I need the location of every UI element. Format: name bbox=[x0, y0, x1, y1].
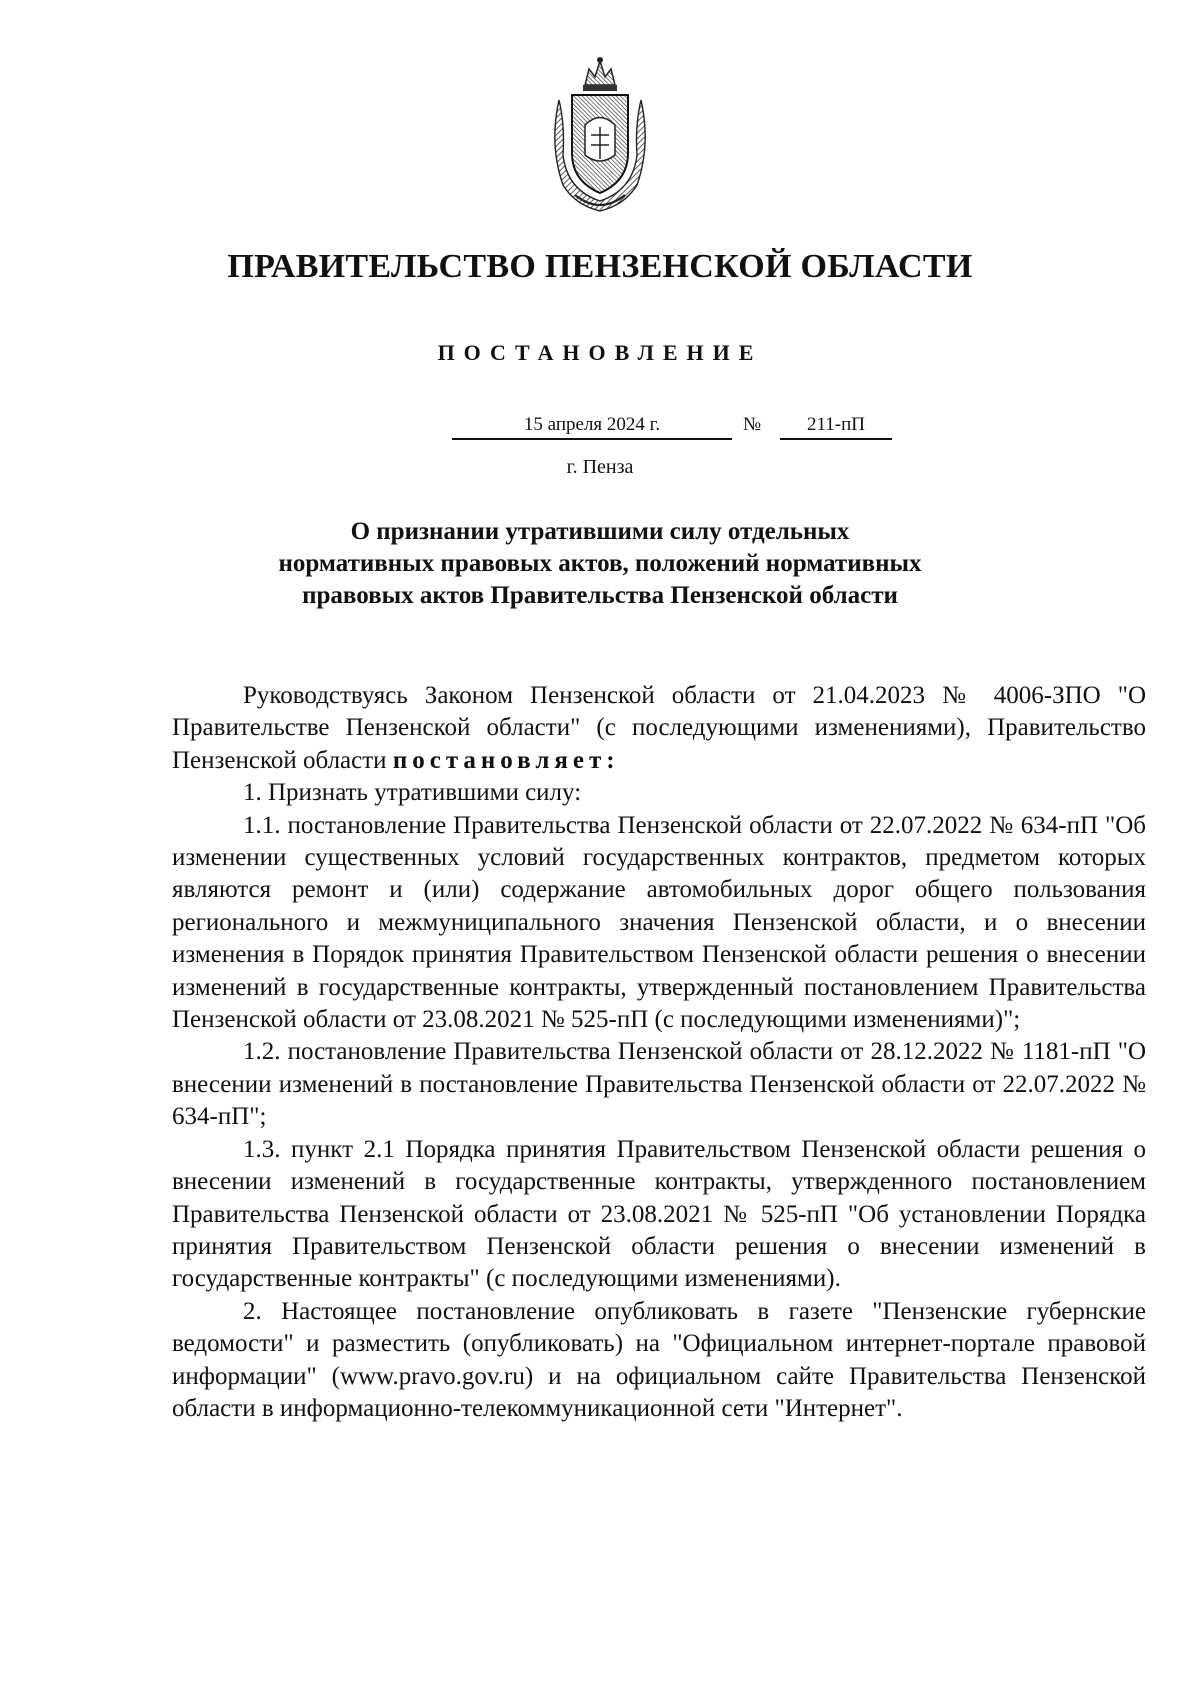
heading-line: правовых актов Правительства Пензенской области bbox=[302, 582, 898, 609]
organization-title: ПРАВИТЕЛЬСТВО ПЕНЗЕНСКОЙ ОБЛАСТИ bbox=[227, 248, 973, 285]
item-1-1-paragraph: 1.1. постановление Правительства Пензенской области от 22.07.2022 № 634-пП "Об изменении существенных условий государственных контрактов, предметом которых являются ремонт и (или) содержание автомобильных дорог общего пользования регионального и межмуниципального значения Пензенской области, и о внесении изменения в Порядок принятия Правительством Пензенской области решения о внесении изменений в государственные контракты, утвержденный постановлением Правительства Пензенской области от 23.08.2021 № 525-пП (с последующими изменениями)"; bbox=[172, 811, 1146, 1034]
heading-line: нормативных правовых актов, положений нормативных bbox=[278, 550, 922, 577]
document-heading bbox=[0, 516, 1200, 612]
document-city: г. Пенза bbox=[566, 456, 634, 478]
item-2-paragraph: 2. Настоящее постановление опубликовать в газете "Пензенские губернские ведомости" и разместить (опубликовать) на "Официальном интернет-портале правовой информации" (www.pravo.gov.ru) и на официальном сайте Правительства Пензенской области в информационно-телекоммуникационной сети "Интернет". bbox=[172, 1297, 1146, 1422]
date-number-row bbox=[0, 414, 1200, 444]
number-sign: № bbox=[743, 414, 762, 435]
preamble-text: Руководствуясь Законом Пензенской области от 21.04.2023 № 4006-ЗПО "О Правительстве Пензенской области" (с последующими изменениями), Правительство Пензенской области bbox=[172, 682, 1146, 774]
preamble-action: постановляет: bbox=[392, 746, 620, 774]
document-number: 211-пП bbox=[780, 414, 892, 440]
document-type: ПОСТАНОВЛЕНИЕ bbox=[437, 340, 763, 365]
document-date: 15 апреля 2024 г. bbox=[452, 414, 732, 440]
item-1-3-paragraph: 1.3. пункт 2.1 Порядка принятия Правительством Пензенской области решения о внесении изменений в государственные контракты, утвержденного постановлением Правительства Пензенской области от 23.08.2021 № 525-пП "Об установлении Порядка принятия Правительством Пензенской области решения о внесении изменений в государственные контракты" (с последующими изменениями). bbox=[172, 1135, 1146, 1293]
item-1-2-paragraph: 1.2. постановление Правительства Пензенской области от 28.12.2022 № 1181-пП "О внесении изменений в постановление Правительства Пензенской области от 22.07.2022 № 634-пП"; bbox=[172, 1038, 1146, 1131]
heading-line: О признании утратившими силу отдельных bbox=[350, 518, 850, 545]
document-body bbox=[172, 680, 1146, 1425]
item-1-paragraph: 1. Признать утратившими силу: bbox=[243, 779, 582, 807]
preamble-paragraph bbox=[172, 680, 1146, 777]
coat-of-arms-emblem-icon bbox=[545, 55, 655, 215]
